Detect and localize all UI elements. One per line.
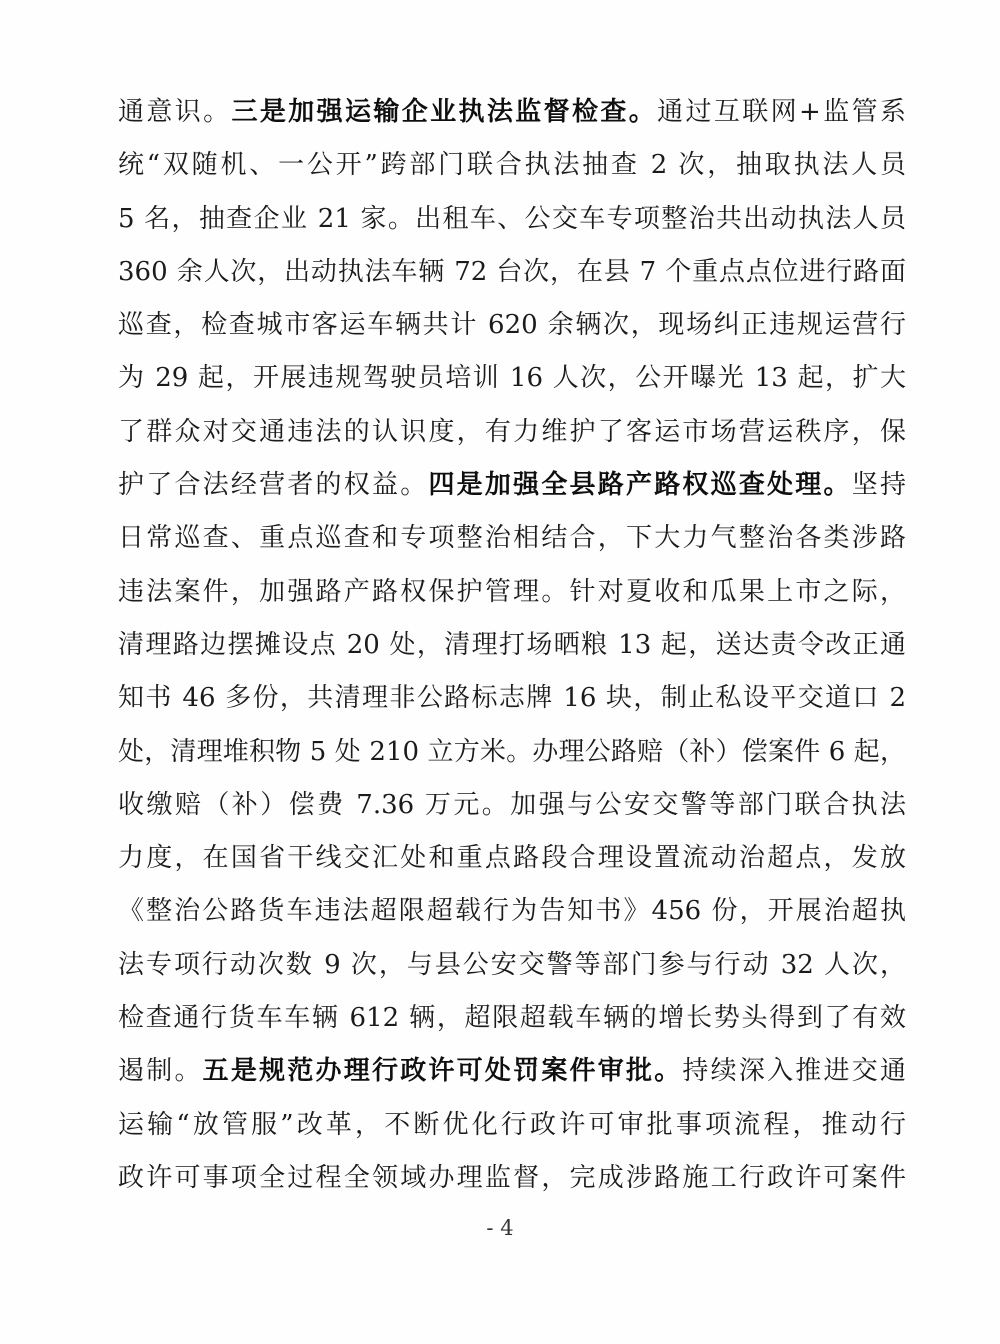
text-segment: 收缴赔（补）偿费 7.36 万元。加强与公安交警等部门联合执法	[118, 789, 906, 820]
text-segment: 了群众对交通违法的认识度，有力维护了客运市场营运秩序，保	[118, 416, 906, 447]
text-segment: 5 名，抽查企业 21 家。出租车、公交车专项整治共出动执法人员	[118, 203, 906, 234]
text-segment: 360 余人次，出动执法车辆 72 台次，在县 7 个重点点位进行路面	[118, 256, 906, 287]
bold-heading: 五是规范办理行政许可处罚案件审批。	[202, 1056, 683, 1087]
text-line	[118, 512, 906, 565]
text-line	[118, 779, 906, 832]
text-line	[118, 672, 906, 725]
text-segment: 护了合法经营者的权益。	[118, 470, 429, 501]
page-number: - 4	[486, 1216, 514, 1240]
text-segment: 《整治公路货车违法超限超载行为告知书》456 份，开展治超执	[118, 896, 906, 927]
text-line	[118, 885, 906, 938]
text-segment: 持续深入推进交通	[682, 1056, 906, 1087]
text-segment: 坚持	[851, 470, 906, 501]
text-line	[118, 352, 906, 405]
bold-heading: 三是加强运输企业执法监督检查。	[231, 97, 658, 127]
text-segment: 运输“放管服”改革，不断优化行政许可审批事项流程，推动行	[118, 1109, 906, 1140]
text-line	[118, 832, 906, 885]
text-segment: 力度，在国省干线交汇处和重点路段合理设置流动治超点，发放	[118, 843, 906, 874]
bold-heading: 四是加强全县路产路权巡查处理。	[428, 470, 852, 501]
text-line	[118, 246, 906, 299]
text-segment: 通意识。	[118, 97, 232, 127]
text-segment: 巡查，检查城市客运车辆共计 620 余辆次，现场纠正违规运营行	[118, 310, 906, 341]
text-line	[118, 299, 906, 352]
body-text	[118, 86, 906, 1205]
text-segment: 清理路边摆摊设点 20 处，清理打场晒粮 13 起，送达责令改正通	[118, 629, 906, 660]
text-line	[118, 86, 906, 139]
text-line	[118, 139, 906, 192]
text-line	[118, 1099, 906, 1152]
text-line	[118, 406, 906, 459]
text-line	[118, 1045, 906, 1098]
text-line	[118, 566, 906, 619]
text-segment: 政许可事项全过程全领域办理监督，完成涉路施工行政许可案件	[118, 1162, 906, 1193]
text-line	[118, 726, 906, 779]
text-segment: 违法案件，加强路产路权保护管理。针对夏收和瓜果上市之际，	[118, 576, 906, 607]
text-segment: 遏制。	[118, 1056, 203, 1087]
text-segment: 处，清理堆积物 5 处 210 立方米。办理公路赔（补）偿案件 6 起，	[118, 736, 906, 767]
text-line	[118, 193, 906, 246]
text-segment: 知书 46 多份，共清理非公路标志牌 16 块，制止私设平交道口 2	[118, 683, 906, 714]
text-segment: 为 29 起，开展违规驾驶员培训 16 人次，公开曝光 13 起，扩大	[118, 363, 906, 394]
text-segment: 统“双随机、一公开”跨部门联合执法抽查 2 次，抽取执法人员	[118, 150, 906, 181]
text-line	[118, 459, 906, 512]
text-segment: 法专项行动次数 9 次，与县公安交警等部门参与行动 32 人次，	[118, 949, 906, 980]
text-line	[118, 1152, 906, 1205]
text-line	[118, 992, 906, 1045]
text-segment: 日常巡查、重点巡查和专项整治相结合，下大力气整治各类涉路	[118, 523, 906, 554]
text-segment: 通过互联网+监管系	[657, 97, 906, 127]
text-line	[118, 619, 906, 672]
text-segment: 检查通行货车车辆 612 辆，超限超载车辆的增长势头得到了有效	[118, 1003, 906, 1034]
text-line	[118, 939, 906, 992]
